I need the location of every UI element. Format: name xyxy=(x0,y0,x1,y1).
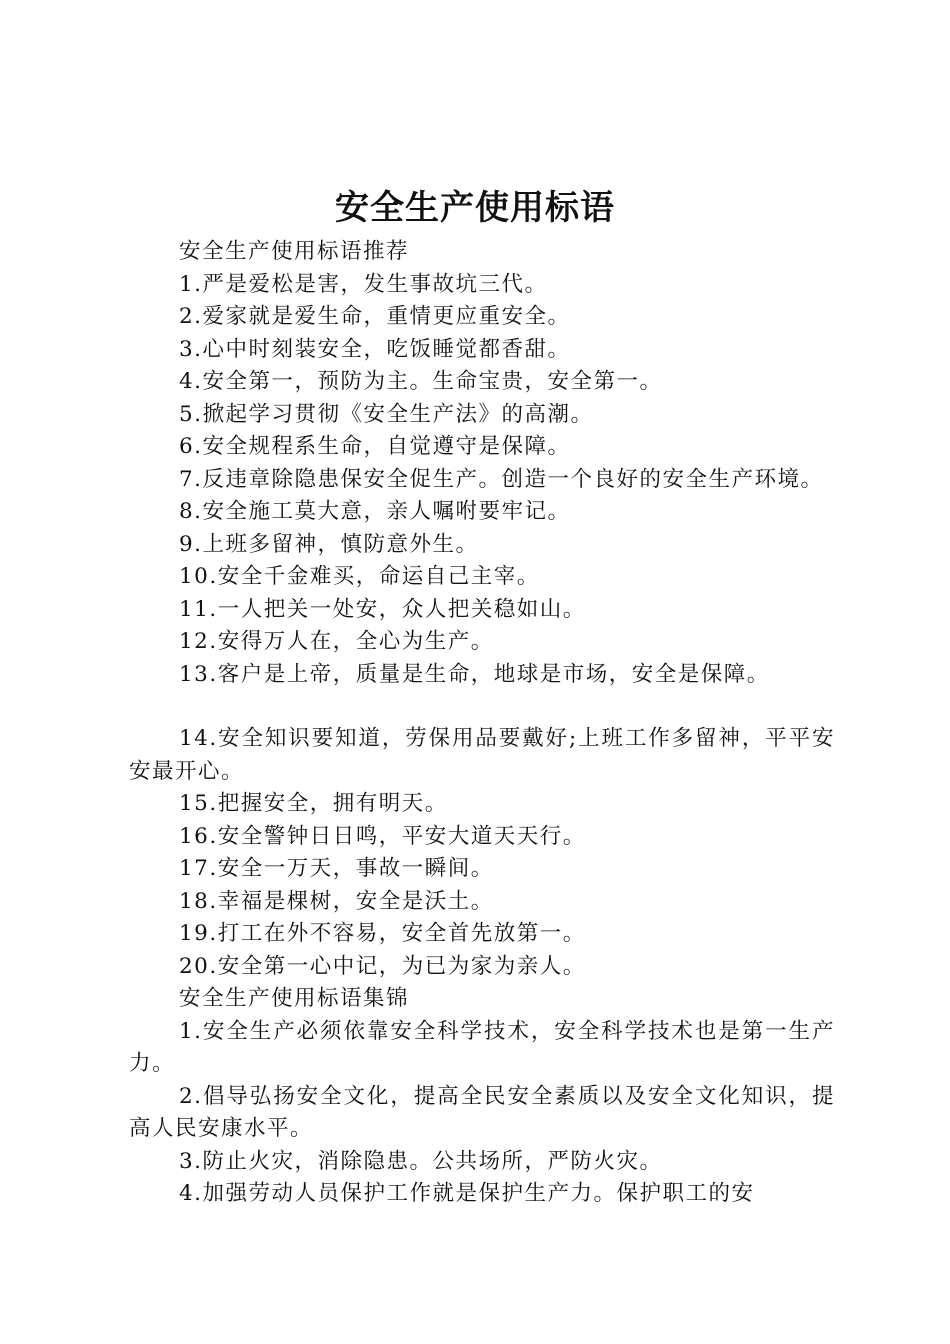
slogan-item: 13.客户是上帝，质量是生命，地球是市场，安全是保障。 xyxy=(179,661,770,687)
slogan-item: 18.幸福是棵树，安全是沃土。 xyxy=(179,888,494,914)
slogan-item: 7.反违章除隐患保安全促生产。创造一个良好的安全生产环境。 xyxy=(179,466,824,492)
slogan-item: 1.严是爱松是害，发生事故坑三代。 xyxy=(179,271,548,297)
slogan-item: 6.安全规程系生命，自觉遵守是保障。 xyxy=(179,434,571,459)
slogan-item: 2.倡导弘扬安全文化，提高全民安全素质以及安全文化知识，提高人民安康水平。 xyxy=(129,1083,835,1141)
slogan-item: 3.心中时刻装安全，吃饭睡觉都香甜。 xyxy=(179,336,571,362)
slogan-item: 11.一人把关一处安，众人把关稳如山。 xyxy=(179,596,586,622)
slogan-item: 9.上班多留神，慎防意外生。 xyxy=(179,531,479,557)
slogan-item: 19.打工在外不容易，安全首先放第一。 xyxy=(179,921,586,946)
document-body xyxy=(129,236,835,1211)
slogan-item: 10.安全千金难买，命运自己主宰。 xyxy=(179,564,540,589)
slogan-item: 14.安全知识要知道，劳保用品要戴好;上班工作多留神，平平安安最开心。 xyxy=(129,726,835,784)
slogan-item: 17.安全一万天，事故一瞬间。 xyxy=(179,856,494,881)
slogan-item: 8.安全施工莫大意，亲人嘱咐要牢记。 xyxy=(179,499,571,524)
slogan-item: 3.防止火灾，消除隐患。公共场所，严防火灾。 xyxy=(179,1148,663,1174)
section-heading-recommend: 安全生产使用标语推荐 xyxy=(179,239,410,264)
slogan-item: 2.爱家就是爱生命，重情更应重安全。 xyxy=(179,304,571,329)
section-heading-collection: 安全生产使用标语集锦 xyxy=(179,986,410,1011)
document-title: 安全生产使用标语 xyxy=(335,188,615,228)
slogan-item: 1.安全生产必须依靠安全科学技术，安全科学技术也是第一生产力。 xyxy=(129,1018,835,1076)
slogan-item: 4.安全第一，预防为主。生命宝贵，安全第一。 xyxy=(179,369,663,394)
slogan-item: 5.掀起学习贯彻《安全生产法》的高潮。 xyxy=(179,401,594,427)
slogan-item: 20.安全第一心中记，为已为家为亲人。 xyxy=(179,953,586,979)
slogan-item: 12.安得万人在，全心为生产。 xyxy=(179,629,494,654)
slogan-item: 16.安全警钟日日鸣，平安大道天天行。 xyxy=(179,823,586,849)
slogan-item: 4.加强劳动人员保护工作就是保护生产力。保护职工的安 xyxy=(179,1181,755,1206)
slogan-item: 15.把握安全，拥有明天。 xyxy=(179,791,448,816)
